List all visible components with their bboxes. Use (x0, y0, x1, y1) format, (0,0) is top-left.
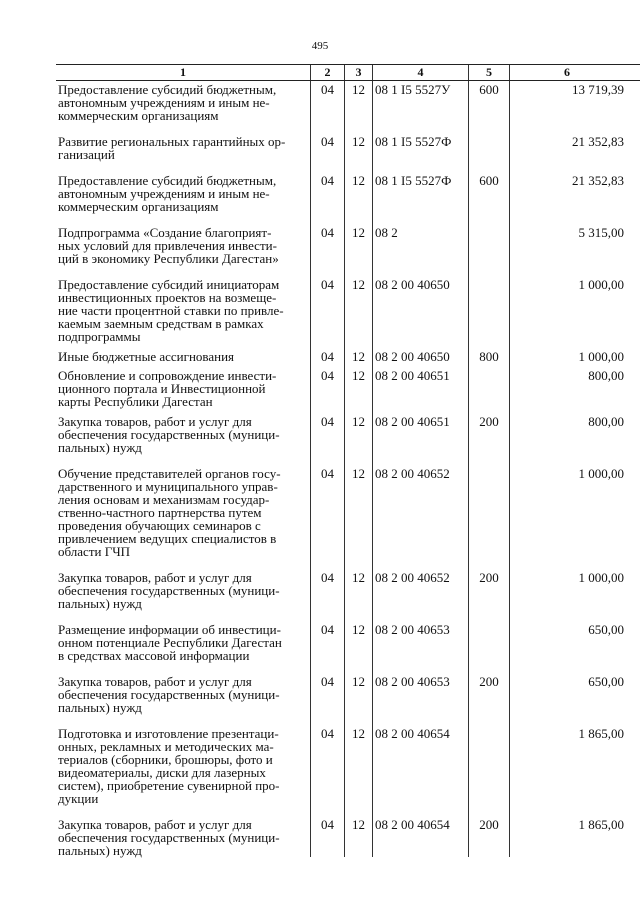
row-description (56, 348, 311, 367)
description-line: пальных) нужд (58, 843, 142, 858)
description-line: Предоставление субсидий бюджетным, (58, 82, 277, 97)
amount: 1 000,00 (510, 569, 640, 621)
expense-type-code: 800 (469, 348, 510, 367)
table-row (56, 276, 640, 348)
description-line: ления основам и механизмам государ- (58, 492, 270, 507)
target-article-code: 08 2 00 40651 (373, 413, 469, 465)
description-line: дукции (58, 791, 99, 806)
section-code: 04 (311, 81, 345, 134)
description-line: автономным учреждениям и иным не- (58, 186, 270, 201)
amount: 800,00 (510, 413, 640, 465)
row-description (56, 172, 311, 224)
row-description (56, 621, 311, 673)
target-article-code: 08 2 00 40653 (373, 621, 469, 673)
expense-type-code (469, 725, 510, 816)
amount: 1 865,00 (510, 816, 640, 857)
subsection-code: 12 (345, 133, 373, 172)
target-article-code: 08 2 00 40652 (373, 465, 469, 569)
description-line: Предоставление субсидий бюджетным, (58, 173, 277, 188)
amount: 1 865,00 (510, 725, 640, 816)
amount: 1 000,00 (510, 465, 640, 569)
description-line: коммерческим организациям (58, 199, 219, 214)
description-line: подпрограммы (58, 329, 141, 344)
amount: 21 352,83 (510, 133, 640, 172)
section-code: 04 (311, 465, 345, 569)
subsection-code: 12 (345, 673, 373, 725)
description-line: обеспечения государственных (муници- (58, 583, 280, 598)
description-line: автономным учреждениям и иным не- (58, 95, 270, 110)
subsection-code: 12 (345, 367, 373, 413)
section-code: 04 (311, 348, 345, 367)
description-line: Размещение информации об инвестици- (58, 622, 281, 637)
expense-type-code (469, 367, 510, 413)
row-description (56, 816, 311, 857)
description-line: Развитие региональных гарантийных ор- (58, 134, 286, 149)
description-line: обеспечения государственных (муници- (58, 687, 280, 702)
subsection-code: 12 (345, 816, 373, 857)
table-row (56, 367, 640, 413)
subsection-code: 12 (345, 348, 373, 367)
description-line: ние части процентной ставки по привле- (58, 303, 284, 318)
row-description (56, 81, 311, 134)
column-header: 3 (345, 65, 373, 81)
description-line: дарственного и муниципального управ- (58, 479, 278, 494)
description-line: обеспечения государственных (муници- (58, 427, 280, 442)
subsection-code: 12 (345, 465, 373, 569)
column-header: 5 (469, 65, 510, 81)
subsection-code: 12 (345, 172, 373, 224)
table-row (56, 413, 640, 465)
subsection-code: 12 (345, 224, 373, 276)
description-line: онном потенциале Республики Дагестан (58, 635, 282, 650)
row-description (56, 133, 311, 172)
expense-type-code: 200 (469, 673, 510, 725)
page-number: 495 (311, 40, 329, 52)
description-line: Иные бюджетные ассигнования (58, 349, 235, 364)
section-code: 04 (311, 133, 345, 172)
table-row (56, 816, 640, 857)
target-article-code: 08 2 (373, 224, 469, 276)
expense-type-code: 600 (469, 172, 510, 224)
amount: 5 315,00 (510, 224, 640, 276)
description-line: Закупка товаров, работ и услуг для (58, 414, 252, 429)
column-header: 2 (311, 65, 345, 81)
subsection-code: 12 (345, 725, 373, 816)
table-row (56, 348, 640, 367)
description-line: пальных) нужд (58, 596, 142, 611)
table-row (56, 224, 640, 276)
description-line: Обучение представителей органов госу- (58, 466, 281, 481)
amount: 800,00 (510, 367, 640, 413)
description-line: онных, рекламных и методических ма- (58, 739, 274, 754)
target-article-code: 08 2 00 40650 (373, 348, 469, 367)
row-description (56, 673, 311, 725)
table-row (56, 172, 640, 224)
description-line: Закупка товаров, работ и услуг для (58, 570, 252, 585)
table-row (56, 81, 640, 134)
description-line: привлечением ведущих специалистов в (58, 531, 277, 546)
column-header: 6 (510, 65, 640, 81)
subsection-code: 12 (345, 621, 373, 673)
description-line: териалов (сборники, брошюры, фото и (58, 752, 273, 767)
expense-type-code: 200 (469, 413, 510, 465)
description-line: Подпрограмма «Создание благоприят- (58, 225, 272, 240)
description-line: пальных) нужд (58, 440, 142, 455)
amount: 1 000,00 (510, 276, 640, 348)
description-line: каемым заемным средствам в рамках (58, 316, 264, 331)
target-article-code: 08 2 00 40654 (373, 816, 469, 857)
subsection-code: 12 (345, 569, 373, 621)
target-article-code: 08 1 I5 5527Ф (373, 133, 469, 172)
description-line: ций в экономику Республики Дагестан» (58, 251, 279, 266)
description-line: ционного портала и Инвестиционной (58, 381, 266, 396)
expense-type-code: 600 (469, 81, 510, 134)
description-line: Предоставление субсидий инициаторам (58, 277, 280, 292)
row-description (56, 569, 311, 621)
target-article-code: 08 1 I5 5527У (373, 81, 469, 134)
target-article-code: 08 2 00 40654 (373, 725, 469, 816)
description-line: пальных) нужд (58, 700, 142, 715)
expense-type-code (469, 621, 510, 673)
row-description (56, 276, 311, 348)
amount: 1 000,00 (510, 348, 640, 367)
description-line: коммерческим организациям (58, 108, 219, 123)
description-line: в средствах массовой информации (58, 648, 250, 663)
description-line: систем), приобретение сувенирной про- (58, 778, 280, 793)
target-article-code: 08 2 00 40651 (373, 367, 469, 413)
subsection-code: 12 (345, 81, 373, 134)
amount: 650,00 (510, 621, 640, 673)
section-code: 04 (311, 224, 345, 276)
table-row (56, 621, 640, 673)
column-header: 1 (56, 65, 311, 81)
section-code: 04 (311, 725, 345, 816)
row-description (56, 367, 311, 413)
subsection-code: 12 (345, 276, 373, 348)
target-article-code: 08 2 00 40652 (373, 569, 469, 621)
section-code: 04 (311, 673, 345, 725)
description-line: инвестиционных проектов на возмеще- (58, 290, 277, 305)
amount: 13 719,39 (510, 81, 640, 134)
description-line: Закупка товаров, работ и услуг для (58, 817, 252, 832)
row-description (56, 224, 311, 276)
row-description (56, 725, 311, 816)
section-code: 04 (311, 276, 345, 348)
description-line: ственно-частного партнерства путем (58, 505, 262, 520)
section-code: 04 (311, 569, 345, 621)
section-code: 04 (311, 621, 345, 673)
table-row (56, 569, 640, 621)
expense-type-code: 200 (469, 569, 510, 621)
description-line: обеспечения государственных (муници- (58, 830, 280, 845)
table-row (56, 133, 640, 172)
row-description (56, 413, 311, 465)
row-description (56, 465, 311, 569)
target-article-code: 08 1 I5 5527Ф (373, 172, 469, 224)
expense-type-code (469, 465, 510, 569)
description-line: карты Республики Дагестан (58, 394, 213, 409)
description-line: ных условий для привлечения инвести- (58, 238, 277, 253)
section-code: 04 (311, 172, 345, 224)
table-row (56, 465, 640, 569)
subsection-code: 12 (345, 413, 373, 465)
expense-type-code: 200 (469, 816, 510, 857)
section-code: 04 (311, 816, 345, 857)
target-article-code: 08 2 00 40650 (373, 276, 469, 348)
expense-type-code (469, 133, 510, 172)
amount: 650,00 (510, 673, 640, 725)
description-line: ганизаций (58, 147, 115, 162)
section-code: 04 (311, 413, 345, 465)
table-row (56, 725, 640, 816)
expense-type-code (469, 224, 510, 276)
description-line: Подготовка и изготовление презентаци- (58, 726, 279, 741)
description-line: Обновление и сопровождение инвести- (58, 368, 277, 383)
section-code: 04 (311, 367, 345, 413)
description-line: проведения обучающих семинаров с (58, 518, 261, 533)
table-header-row (56, 65, 640, 81)
description-line: Закупка товаров, работ и услуг для (58, 674, 252, 689)
column-header: 4 (373, 65, 469, 81)
expense-type-code (469, 276, 510, 348)
budget-table (56, 64, 640, 857)
target-article-code: 08 2 00 40653 (373, 673, 469, 725)
amount: 21 352,83 (510, 172, 640, 224)
description-line: области ГЧП (58, 544, 131, 559)
table-row (56, 673, 640, 725)
description-line: видеоматериалы, диски для лазерных (58, 765, 266, 780)
